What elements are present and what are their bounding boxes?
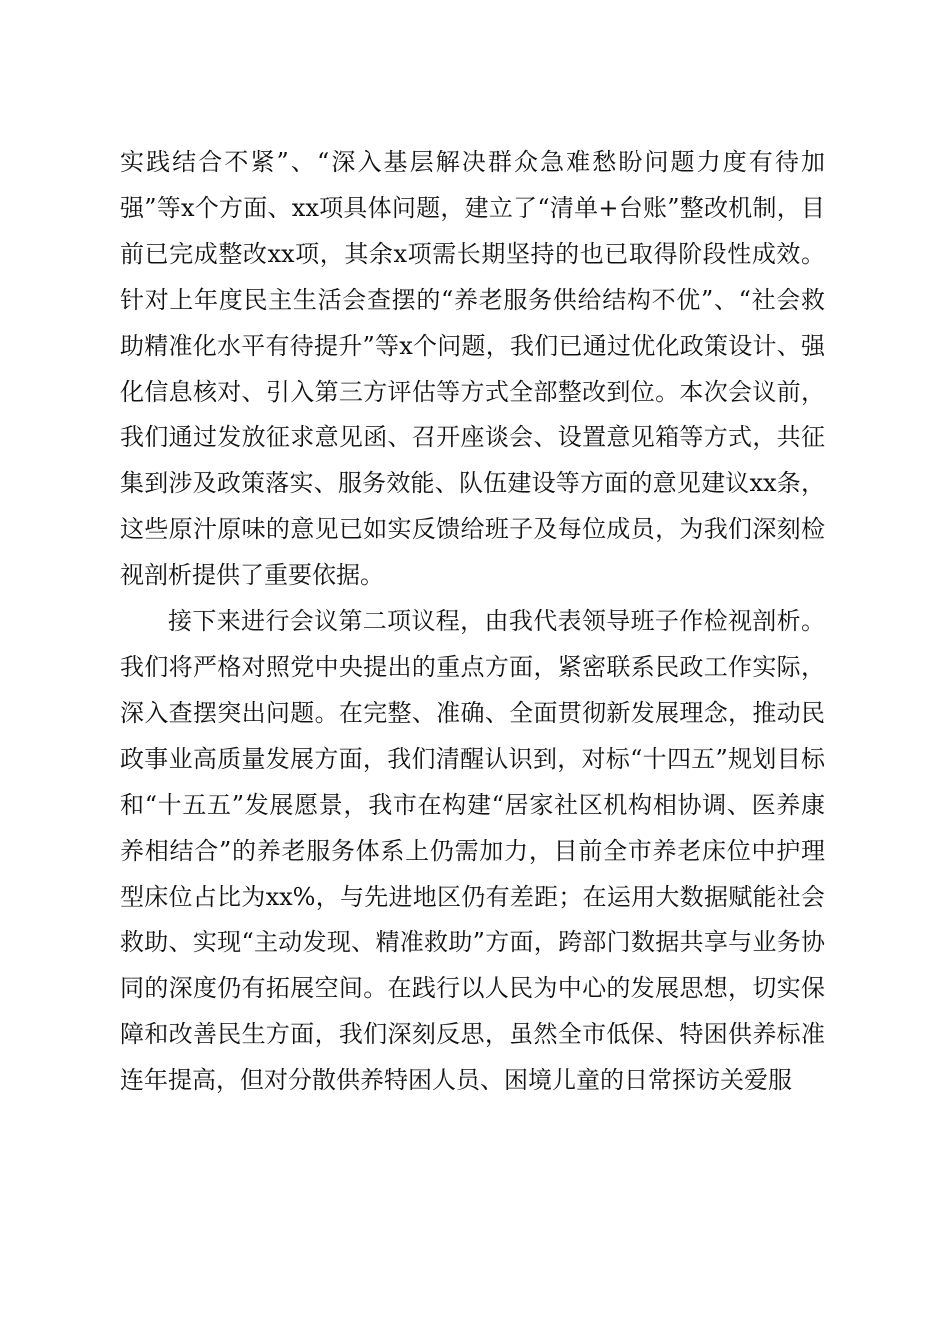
- paragraph-2: 接下来进行会议第二项议程，由我代表领导班子作检视剖析。我们将严格对照党中央提出的重点方面，紧密联系民政工作实际，深入查摆突出问题。在完整、准确、全面贯彻新发展理念，推动民政事业高质量发展方面，我们清醒认识到，对标“十四五”规划目标和“十五五”发展愿景，我市在构建“居家社区机构相协调、医养康养相结合”的养老服务体系上仍需加力，目前全市养老床位中护理型床位占比为xx%，与先进地区仍有差距；在运用大数据赋能社会救助、实现“主动发现、精准救助”方面，跨部门数据共享与业务协同的深度仍有拓展空间。在践行以人民为中心的发展思想，切实保障和改善民生方面，我们深刻反思，虽然全市低保、特困供养标准连年提高，但对分散供养特困人员、困境儿童的日常探访关爱服: [120, 607, 825, 1095]
- paragraph-1: 实践结合不紧”、“深入基层解决群众急难愁盼问题力度有待加强”等x个方面、xx项具体问题，建立了“清单+台账”整改机制，目前已完成整改xx项，其余x项需长期坚持的也已取得阶段性成效。针对上年度民主生活会查摆的“养老服务供给结构不优”、“社会救助精准化水平有待提升”等x个问题，我们已通过优化政策设计、强化信息核对、引入第三方评估等方式全部整改到位。本次会议前，我们通过发放征求意见函、召开座谈会、设置意见箱等方式，共征集到涉及政策落实、服务效能、队伍建设等方面的意见建议xx条，这些原汁原味的意见已如实反馈给班子及每位成员，为我们深刻检视剖析提供了重要依据。: [120, 148, 825, 590]
- document-body: [120, 140, 825, 1104]
